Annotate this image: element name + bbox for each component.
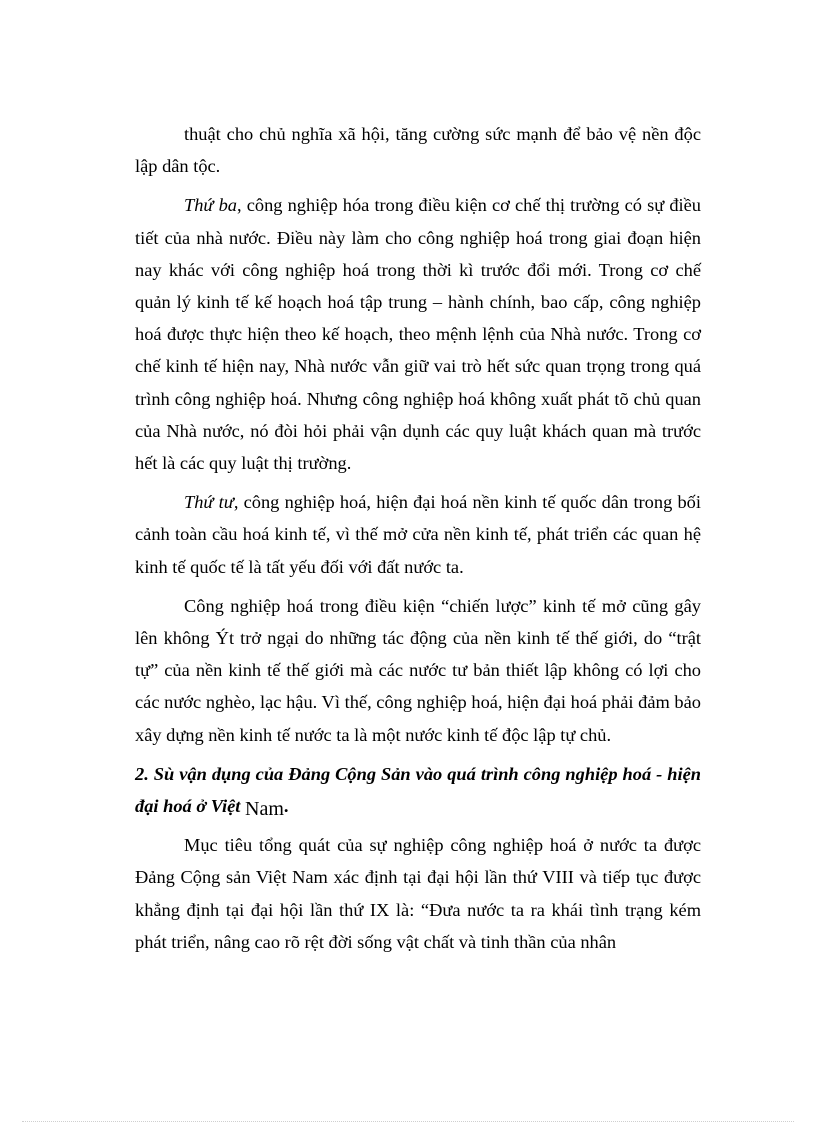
- document-body: [135, 118, 701, 958]
- paragraph-4-text: Công nghiệp hoá trong điều kiện “chiến lược” kinh tế mở cũng gây lên không Ýt trở ngại do những tác động của nền kinh tế thế giới, do “trật tự” của nền kinh tế thế giới mà các nước tư bản thiết lập không có lợi cho các nước nghèo, lạc hậu. Vì thế, công nghiệp hoá, hiện đại hoá phải đảm bảo xây dựng nền kinh tế nước ta là một nước kinh tế độc lập tự chủ.: [135, 595, 701, 745]
- paragraph-2-text: , công nghiệp hóa trong điều kiện cơ chế thị trường có sự điều tiết của nhà nước. Điều này làm cho công nghiệp hoá trong giai đoạn hiện nay khác với công nghiệp hoá trong thời kì trước đổi mới. Trong cơ chế quản lý kinh tế kế hoạch hoá tập trung – hành chính, bao cấp, công nghiệp hoá được thực hiện theo kế hoạch, theo mệnh lệnh của Nhà nước. Trong cơ chế kinh tế hiện nay, Nhà nước vẫn giữ vai trò hết sức quan trọng trong quá trình công nghiệp hoá. Nhưng công nghiệp hoá không xuất phát tõ chủ quan của Nhà nước, nó đòi hỏi phải vận dụnh các quy luật khách quan mà trước hết là các quy luật thị trường.: [135, 195, 701, 474]
- paragraph-2: [135, 189, 701, 479]
- paragraph-3: [135, 486, 701, 583]
- closing-paragraph-text: Mục tiêu tổng quát của sự nghiệp công nghiệp hoá ở nước ta được Đảng Cộng sản Việt Nam xác định tại đại hội lần thứ VIII và tiếp tục được khẳng định tại đại hội lần thứ IX là: “Đưa nước ta ra khái tình trạng kém phát triển, nâng cao rõ rệt đời sống vật chất và tinh thần của nhân: [135, 835, 701, 952]
- paragraph-2-lead: Thứ ba: [184, 195, 237, 216]
- page-bottom-rule: [22, 1121, 794, 1122]
- section-heading-text: 2. Sù vận dụng của Đảng Cộng Sản vào quá trình công nghiệp hoá - hiện đại hoá ở Việt: [135, 763, 701, 817]
- section-heading-dot: .: [283, 796, 289, 817]
- paragraph-3-text: , công nghiệp hoá, hiện đại hoá nền kinh tế quốc dân trong bối cảnh toàn cầu hoá kinh tế, vì thế mở cửa nền kinh tế, phát triển các quan hệ kinh tế quốc tế là tất yếu đối với đất nước ta.: [135, 492, 701, 577]
- paragraph-3-lead: Thứ tư: [184, 492, 234, 513]
- closing-paragraph: [135, 829, 701, 958]
- paragraph-1: [135, 118, 701, 182]
- paragraph-4: [135, 590, 701, 751]
- paragraph-1-text: thuật cho chủ nghĩa xã hội, tăng cường sức mạnh để bảo vệ nền độc lập dân tộc.: [135, 124, 701, 177]
- section-heading-suffix: Nam: [245, 798, 284, 821]
- section-heading: [135, 758, 701, 822]
